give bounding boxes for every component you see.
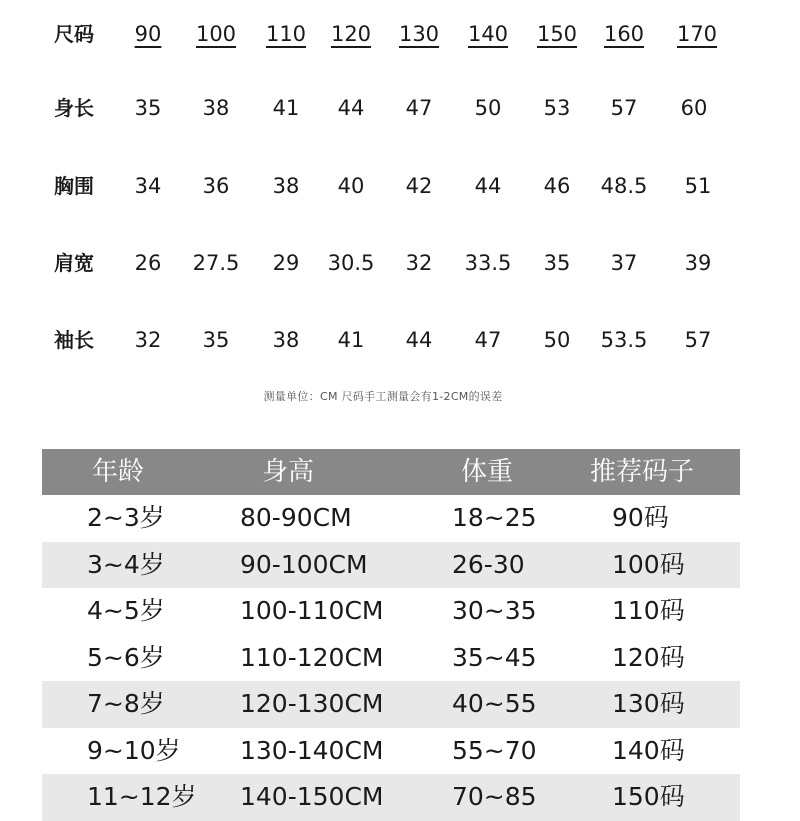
table-cell: 50 [543,328,571,352]
table-cell: 38 [202,96,230,120]
cell-weight: 18~25 [452,503,537,532]
size-header-row [0,14,800,54]
cell-size: 130码 [612,689,685,718]
size-col-160: 160 [603,22,645,46]
table-row [42,774,740,821]
table-row [42,542,740,589]
table-row [42,495,740,542]
cell-height: 110-120CM [240,642,384,672]
table-row [42,681,740,728]
cell-age: 2~3岁 [87,503,165,532]
table-cell: 53.5 [600,328,648,352]
cell-weight: 35~45 [452,642,537,672]
size-col-140: 140 [467,22,509,46]
size-row-shoulder [0,243,800,283]
cell-weight: 26-30 [452,549,525,579]
cell-size: 140码 [612,735,685,765]
row-label: 身长 [54,96,94,120]
table-row [42,635,740,682]
table-cell: 48.5 [600,174,648,198]
table-cell: 35 [202,328,230,352]
size-col-170: 170 [676,22,718,46]
measurement-note: 测量单位：CM 尺码手工测量会有1-2CM的误差 [263,390,503,403]
table-cell: 27.5 [192,251,240,275]
cell-size: 120码 [612,642,685,672]
table-cell: 42 [405,174,433,198]
cell-age: 4~5岁 [87,596,165,625]
table-cell: 32 [134,328,162,352]
table-cell: 44 [337,96,365,120]
table-cell: 41 [337,328,365,352]
table-cell: 57 [610,96,638,120]
header-height: 身高 [262,457,315,487]
age-table-header [42,449,740,495]
table-cell: 33.5 [464,251,512,275]
table-cell: 51 [684,174,712,198]
cell-age: 3~4岁 [87,549,165,579]
table-cell: 46 [543,174,571,198]
cell-height: 140-150CM [240,782,384,811]
table-row [42,588,740,635]
size-row-length [0,88,800,128]
table-cell: 34 [134,174,162,198]
size-col-130: 130 [398,22,440,46]
table-cell: 37 [610,251,638,275]
cell-height: 100-110CM [240,596,384,625]
table-row [42,728,740,775]
cell-weight: 30~35 [452,596,537,625]
table-cell: 30.5 [327,251,375,275]
table-cell: 38 [272,174,300,198]
cell-age: 7~8岁 [87,689,165,718]
table-cell: 50 [474,96,502,120]
cell-weight: 70~85 [452,782,537,811]
cell-size: 150码 [612,782,685,811]
size-row-sleeve [0,320,800,360]
table-cell: 26 [134,251,162,275]
age-size-table [42,449,740,821]
header-recommended-size: 推荐码子 [590,457,695,487]
header-age: 年龄 [92,457,145,487]
table-cell: 35 [134,96,162,120]
table-cell: 44 [474,174,502,198]
size-col-100: 100 [195,22,237,46]
cell-height: 90-100CM [240,549,368,579]
size-col-120: 120 [330,22,372,46]
cell-weight: 55~70 [452,735,537,765]
cell-size: 90码 [612,503,669,532]
table-cell: 57 [684,328,712,352]
size-col-90: 90 [134,22,162,46]
row-label: 肩宽 [54,251,94,275]
table-cell: 39 [684,251,712,275]
size-col-150: 150 [536,22,578,46]
table-cell: 41 [272,96,300,120]
cell-weight: 40~55 [452,689,537,718]
table-cell: 47 [405,96,433,120]
cell-age: 11~12岁 [87,782,197,811]
table-cell: 32 [405,251,433,275]
cell-height: 130-140CM [240,735,384,765]
cell-size: 100码 [612,549,685,579]
size-col-110: 110 [265,22,307,46]
table-cell: 40 [337,174,365,198]
table-cell: 60 [680,96,708,120]
table-cell: 38 [272,328,300,352]
table-cell: 29 [272,251,300,275]
cell-height: 80-90CM [240,503,352,532]
cell-age: 9~10岁 [87,735,181,765]
table-cell: 53 [543,96,571,120]
size-row-chest [0,166,800,206]
table-cell: 35 [543,251,571,275]
cell-height: 120-130CM [240,689,384,718]
size-header-label: 尺码 [54,22,94,46]
cell-age: 5~6岁 [87,642,165,672]
cell-size: 110码 [612,596,685,625]
row-label: 袖长 [54,328,94,352]
row-label: 胸围 [54,174,94,198]
header-weight: 体重 [461,457,514,487]
table-cell: 36 [202,174,230,198]
table-cell: 44 [405,328,433,352]
table-cell: 47 [474,328,502,352]
